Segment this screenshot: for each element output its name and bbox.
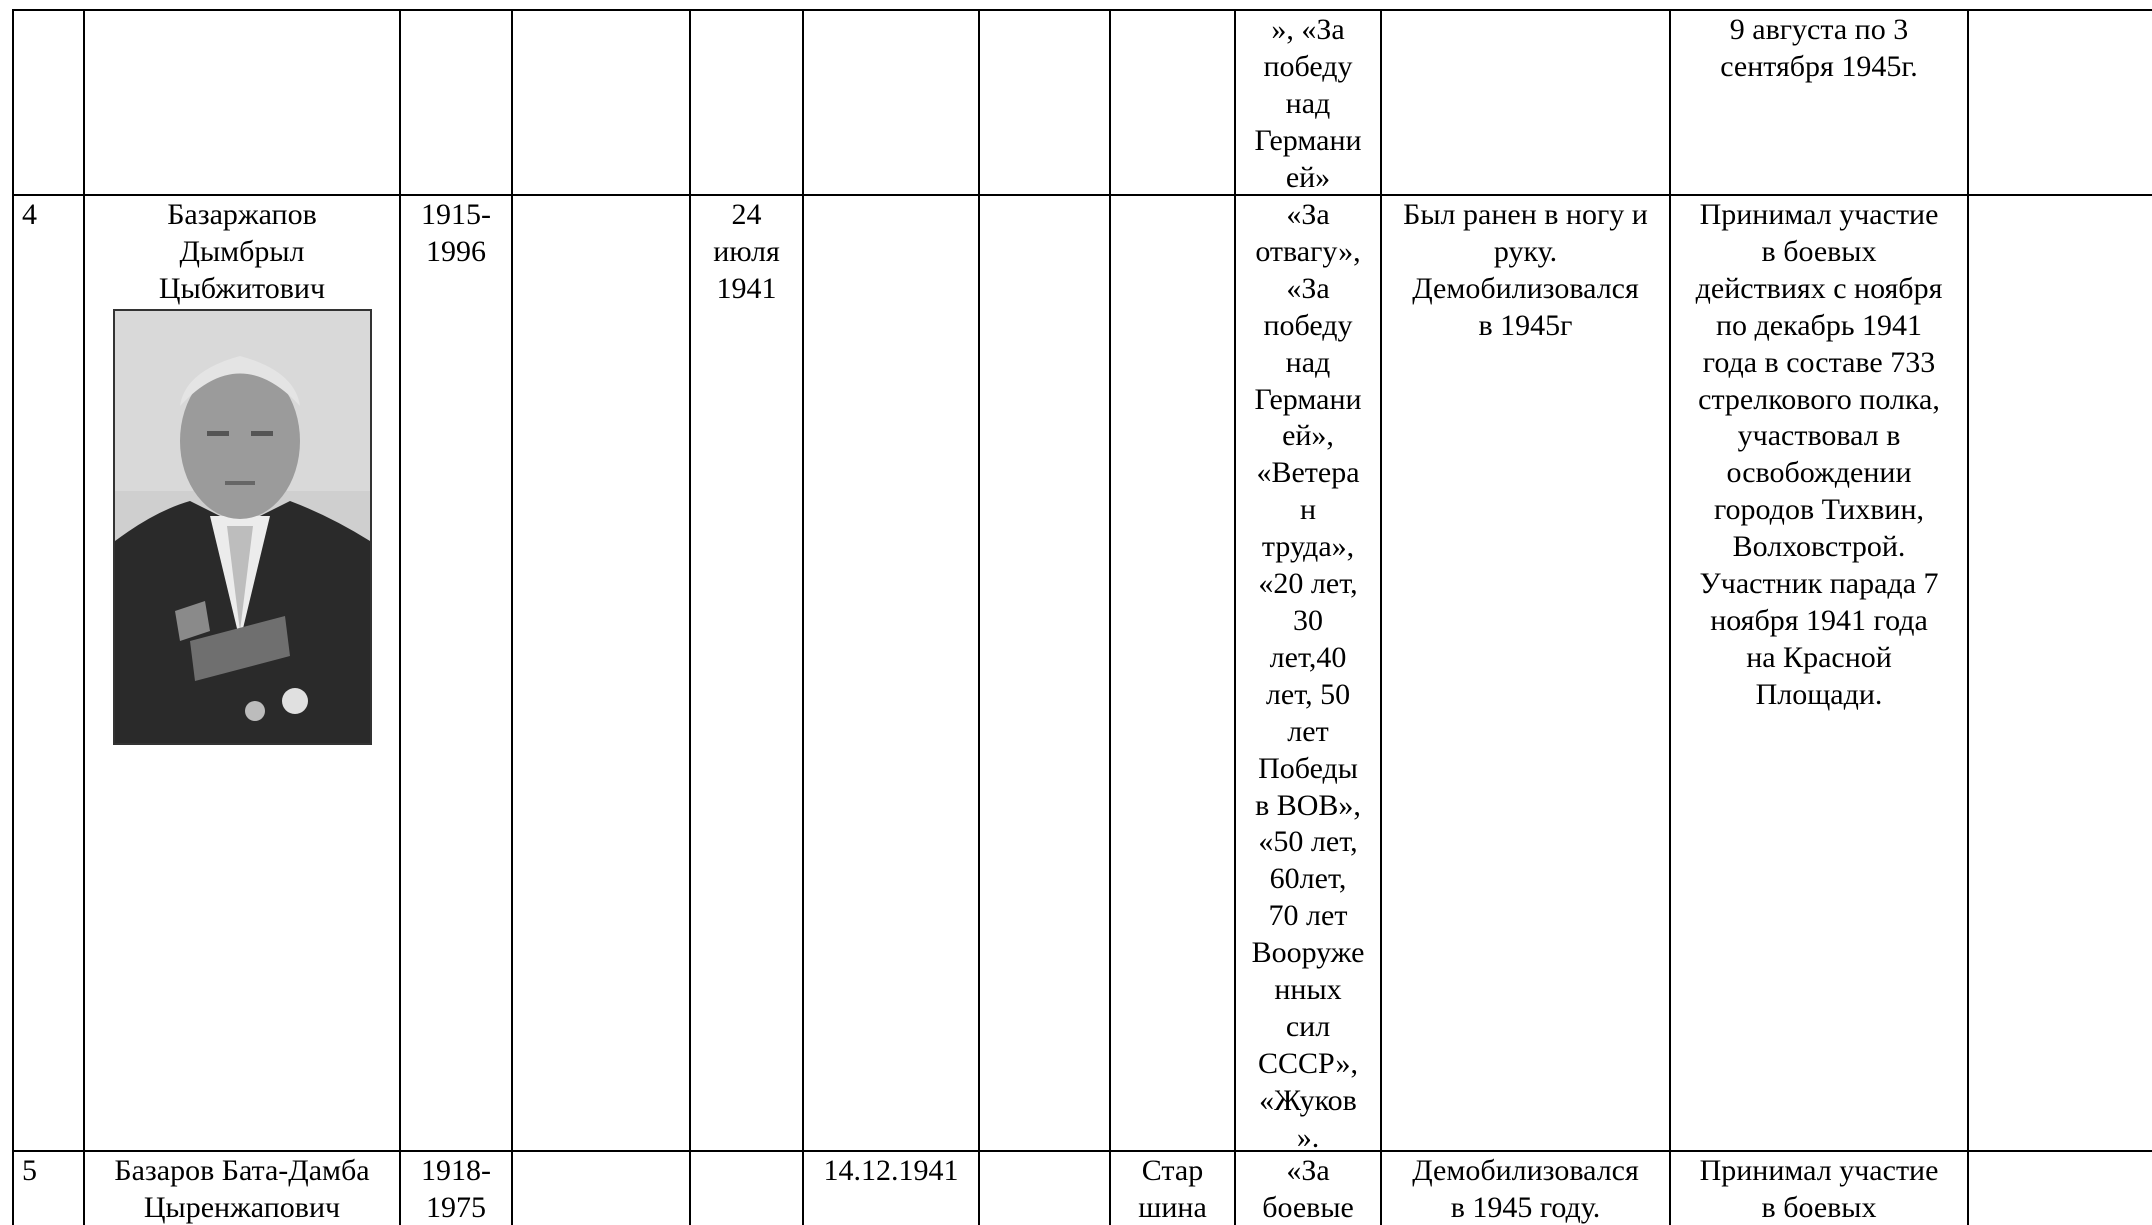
awards-cell: «За боевые [1262,1154,1354,1224]
participation-cell: Принимал участие в боевых действиях с ноября по декабрь 1941 года в составе 733 стрелкового полка, участвовал в освобождении городов Тихвин, Волховстрой. Участник парада 7 ноября 1941 года на Красной Площади. [1695,198,1943,711]
awards-cell: », «За победу над Германи ей» [1254,13,1362,194]
row-number: 5 [22,1154,37,1187]
life-years: 1918- 1975 [421,1154,491,1224]
table-top-border [12,9,2152,11]
column-divider [1967,9,1969,1225]
row-divider [12,1150,2152,1152]
column-divider [83,9,85,1225]
column-divider [978,9,980,1225]
fate-cell: Был ранен в ногу и руку. Демобилизовался в 1945г [1403,198,1648,342]
column-divider [12,9,14,1225]
rank-cell: Стар шина [1138,1154,1207,1224]
participation-cell: Принимал участие в боевых [1699,1154,1939,1224]
column-divider [802,9,804,1225]
date-cell: 14.12.1941 [823,1154,959,1187]
participation-cell: 9 августа по 3 сентября 1945г. [1720,13,1918,83]
portrait-photo [113,309,372,745]
life-years: 1915- 1996 [421,198,491,268]
row-divider [12,194,2152,196]
column-divider [399,9,401,1225]
fate-cell: Демобилизовался в 1945 году. [1412,1154,1639,1224]
person-name: Базаров Бата-Дамба Цыренжапович [114,1154,370,1224]
column-divider [689,9,691,1225]
row-number: 4 [22,198,37,231]
column-divider [511,9,513,1225]
conscription-date: 24 июля 1941 [713,198,780,305]
awards-cell: «За отвагу», «За победу над Германи ей», «Ветера н труда», «20 лет, 30 лет,40 лет, 50 лет Победы в ВОВ», «50 лет, 60лет, 70 лет Вооруже нных сил СССР», «Жуков ». [1251,198,1365,1154]
person-name: Базаржапов Дымбрыл Цыбжитович [158,198,326,305]
column-divider [1109,9,1111,1225]
column-divider [1380,9,1382,1225]
